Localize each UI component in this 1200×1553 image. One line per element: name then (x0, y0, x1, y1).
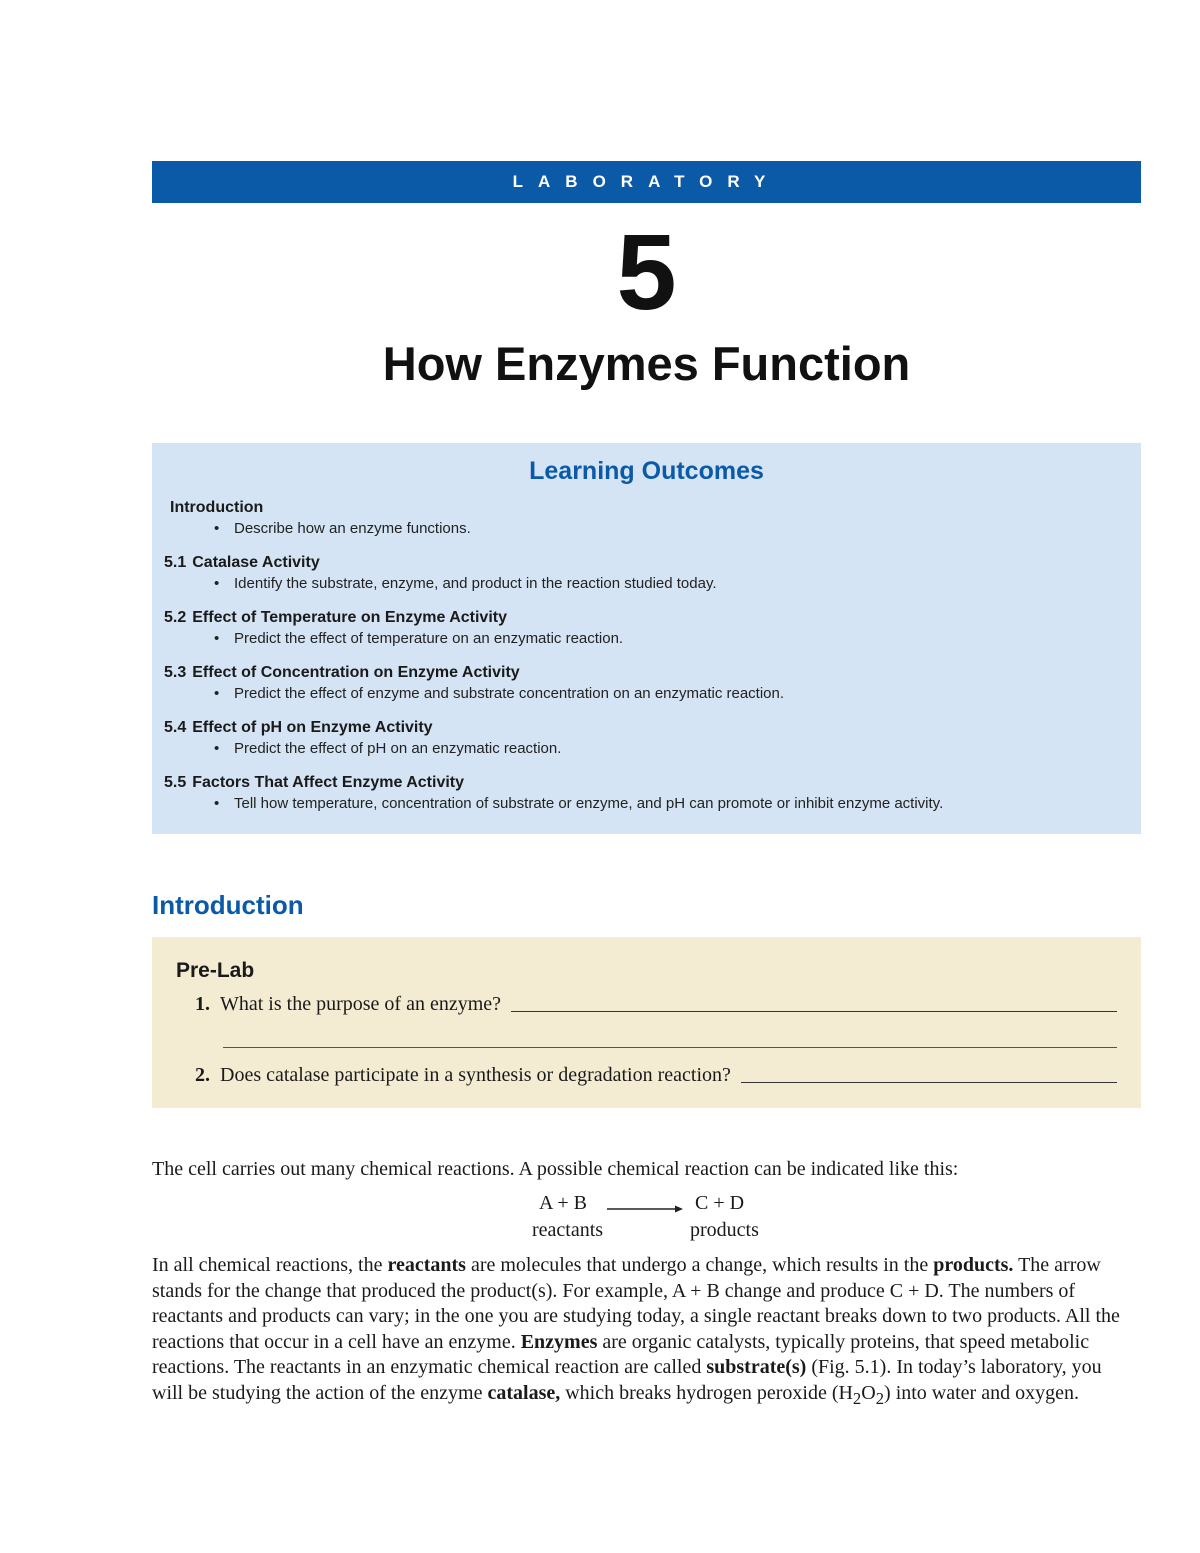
outcome-bullet-text: Predict the effect of temperature on an enzymatic reaction. (234, 630, 624, 647)
lab-number: 5 (616, 211, 677, 332)
outcome-number: 5.5 (164, 774, 187, 791)
text-run: (Fig. 5.1). In today’s laboratory, you will be studying the action of the enzyme (152, 1356, 1102, 1404)
outcome-bullet-text: Predict the effect of enzyme and substrate concentration on an enzymatic reaction. (234, 685, 785, 702)
intro-paragraph-2 (152, 1253, 1127, 1412)
outcome-section-introduction (164, 497, 471, 539)
subscript: 2 (875, 1388, 885, 1408)
laboratory-banner (152, 161, 1141, 203)
bold-term-catalase: catalase, (487, 1381, 561, 1404)
outcome-title: Effect of Temperature on Enzyme Activity (192, 609, 507, 626)
introduction-heading: Introduction (152, 890, 304, 920)
text-run: are molecules that undergo a change, which results in the (465, 1254, 934, 1276)
question-number: 2. (195, 1064, 210, 1086)
outcome-number: 5.2 (164, 609, 187, 626)
products-label: products (690, 1219, 759, 1241)
outcome-section-5-1 (164, 552, 717, 594)
text-run: which breaks hydrogen peroxide (H (560, 1381, 853, 1404)
bold-term-enzymes: Enzymes (520, 1330, 598, 1353)
outcome-title: Factors That Affect Enzyme Activity (192, 774, 465, 791)
outcome-title: Effect of Concentration on Enzyme Activity (192, 664, 520, 681)
text-run: In all chemical reactions, the (152, 1254, 388, 1276)
outcome-number: 5.3 (164, 664, 187, 681)
outcome-number: 5.4 (164, 719, 187, 736)
answer-line-continuation[interactable] (223, 1047, 1117, 1048)
laboratory-label: LABORATORY (512, 172, 781, 191)
outcome-section-5-4 (164, 717, 561, 759)
bullet-icon: • (214, 630, 220, 647)
bullet-icon: • (214, 575, 220, 592)
learning-outcomes-heading: Learning Outcomes (529, 457, 764, 485)
bullet-icon: • (214, 520, 220, 537)
right-arrow-icon (607, 1204, 683, 1214)
text-run: O (861, 1381, 876, 1404)
bullet-icon: • (214, 795, 220, 812)
outcome-title: Introduction (170, 499, 264, 516)
bold-term-reactants: reactants (387, 1254, 466, 1276)
outcome-bullet-text: Predict the effect of pH on an enzymatic reaction. (234, 740, 562, 757)
outcome-bullet-text: Identify the substrate, enzyme, and product in the reaction studied today. (234, 575, 717, 592)
intro-paragraph-1: The cell carries out many chemical reactions. A possible chemical reaction can be indicated like this: (152, 1158, 959, 1180)
equation-reactants: A + B (539, 1192, 587, 1214)
text-run: ) into water and oxygen. (884, 1381, 1079, 1404)
subscript: 2 (852, 1388, 862, 1408)
prelab-title: Pre-Lab (176, 959, 255, 982)
reaction-equation (0, 1192, 1200, 1241)
text-run: are organic catalysts, typically proteins, that speed metabolic reactions. The reactants in an enzymatic chemical reaction are called (152, 1330, 1090, 1379)
reactants-label: reactants (532, 1219, 604, 1241)
learning-outcomes-box (152, 443, 1141, 834)
outcome-bullet-text: Tell how temperature, concentration of substrate or enzyme, and pH can promote or inhibit enzyme activity. (234, 795, 944, 812)
question-text: Does catalase participate in a synthesis or degradation reaction? (220, 1064, 731, 1086)
bullet-icon: • (214, 685, 220, 702)
outcome-title: Catalase Activity (192, 554, 320, 571)
answer-line[interactable] (511, 1010, 1117, 1012)
bold-term-products: products. (933, 1254, 1014, 1276)
prelab-question-2 (195, 1064, 1117, 1087)
outcome-section-5-5 (164, 772, 943, 814)
outcome-title: Effect of pH on Enzyme Activity (192, 719, 433, 736)
equation-products: C + D (695, 1192, 745, 1214)
bullet-icon: • (214, 740, 220, 757)
prelab-box (152, 937, 1141, 1108)
bold-term-substrates: substrate(s) (706, 1356, 807, 1379)
question-text: What is the purpose of an enzyme? (220, 993, 502, 1015)
outcome-bullet-text: Describe how an enzyme functions. (234, 520, 471, 537)
outcome-section-5-2 (164, 607, 623, 649)
answer-line[interactable] (741, 1081, 1117, 1083)
page-title: How Enzymes Function (382, 337, 911, 390)
outcome-section-5-3 (164, 662, 784, 704)
text-run: The arrow stands for the change that produced the product(s). For example, A + B change and produce C + D. The numbers of reactants and products can vary; in the one you are studying today, a single reactant breaks down to two products. All the reactions that occur in a cell have an enzyme. (152, 1254, 1120, 1353)
question-number: 1. (195, 993, 210, 1015)
outcome-number: 5.1 (164, 554, 187, 571)
prelab-question-1 (195, 993, 1117, 1016)
